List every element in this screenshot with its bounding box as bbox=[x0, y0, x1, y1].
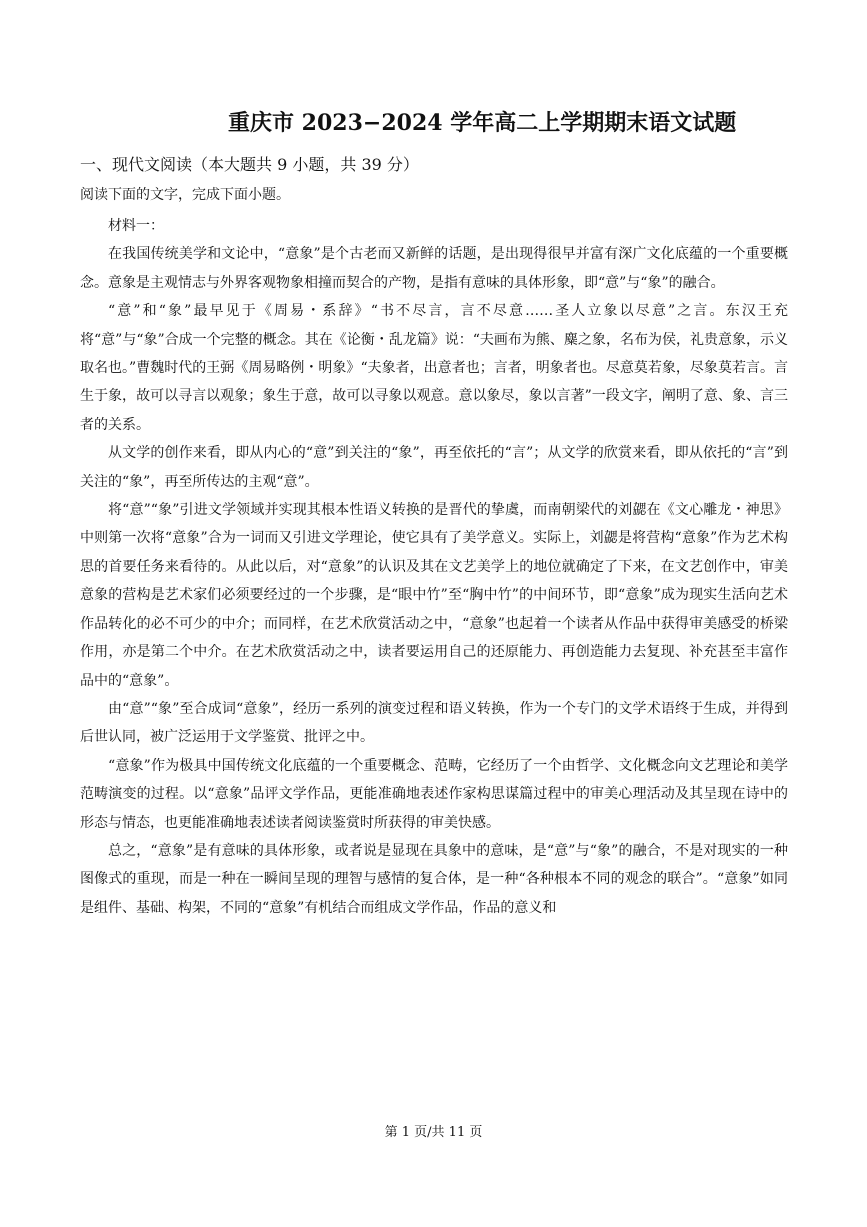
paragraph: 在我国传统美学和文论中，“意象”是个古老而又新鲜的话题，是出现得很早并富有深广文化底蕴的一个重要概念。意象是主观情志与外界客观物象相撞而契合的产物，是指有意味的具体形象，即“意”与“象”的融合。 bbox=[80, 246, 788, 291]
reading-passage bbox=[80, 212, 788, 922]
material-label: 材料一： bbox=[108, 218, 164, 234]
document-title: 重庆市 2023−2024 学年高二上学期期末语文试题 bbox=[228, 110, 737, 136]
paragraph: “意象”作为极具中国传统文化底蕴的一个重要概念、范畴，它经历了一个由哲学、文化概念向文艺理论和美学范畴演变的过程。以“意象”品评文学作品，更能准确地表述作家构思谋篇过程中的审美心理活动及其呈现在诗中的形态与情态，也更能准确地表述读者阅读鉴赏时所获得的审美快感。 bbox=[80, 757, 788, 831]
paragraph: 将“意”“象”引进文学领域并实现其根本性语义转换的是晋代的挚虞，而南朝梁代的刘勰在《文心雕龙・神思》中则第一次将“意象”合为一词而又引进文学理论，使它具有了美学意义。实际上，刘勰是将营构“意象”作为艺术构思的首要任务来看待的。从此以后，对“意象”的认识及其在文艺美学上的地位就确定了下来，在文艺创作中，审美意象的营构是艺术家们必须要经过的一个步骤，是“眼中竹”至“胸中竹”的中间环节，即“意象”成为现实生活向艺术作品转化的必不可少的中介；而同样，在艺术欣赏活动之中，“意象”也起着一个读者从作品中获得审美感受的桥梁作用，亦是第二个中介。在艺术欣赏活动之中，读者要运用自己的还原能力、再创造能力去复现、补充甚至丰富作品中的“意象”。 bbox=[80, 502, 788, 689]
page-number-footer: 第 1 页/共 11 页 bbox=[384, 1125, 483, 1140]
section-heading: 一、现代文阅读（本大题共 9 小题，共 39 分） bbox=[80, 155, 419, 174]
reading-instruction: 阅读下面的文字，完成下面小题。 bbox=[80, 187, 290, 203]
paragraph: “意”和“象”最早见于《周易・系辞》“书不尽言，言不尽意……圣人立象以尽意”之言。东汉王充将“意”与“象”合成一个完整的概念。其在《论衡・乱龙篇》说：“夫画布为熊、麋之象，名布为侯，礼贵意象，示义取名也。”曹魏时代的王弼《周易略例・明象》“夫象者，出意者也；言者，明象者也。尽意莫若象，尽象莫若言。言生于象，故可以寻言以观象；象生于意，故可以寻象以观意。意以象尽，象以言著”一段文字，阐明了意、象、言三者的关系。 bbox=[80, 303, 788, 433]
paragraph: 从文学的创作来看，即从内心的“意”到关注的“象”，再至依托的“言”；从文学的欣赏来看，即从依托的“言”到关注的“象”，再至所传达的主观“意”。 bbox=[80, 445, 788, 490]
paragraph: 总之，“意象”是有意味的具体形象，或者说是显现在具象中的意味，是“意”与“象”的融合，不是对现实的一种图像式的重现，而是一种在一瞬间呈现的理智与感情的复合体，是一种“各种根本不同的观念的联合”。“意象”如同是组件、基础、构架，不同的“意象”有机结合而组成文学作品，作品的意义和 bbox=[80, 842, 788, 916]
paragraph: 由“意”“象”至合成词“意象”，经历一系列的演变过程和语义转换，作为一个专门的文学术语终于生成，并得到后世认同，被广泛运用于文学鉴赏、批评之中。 bbox=[80, 700, 788, 746]
